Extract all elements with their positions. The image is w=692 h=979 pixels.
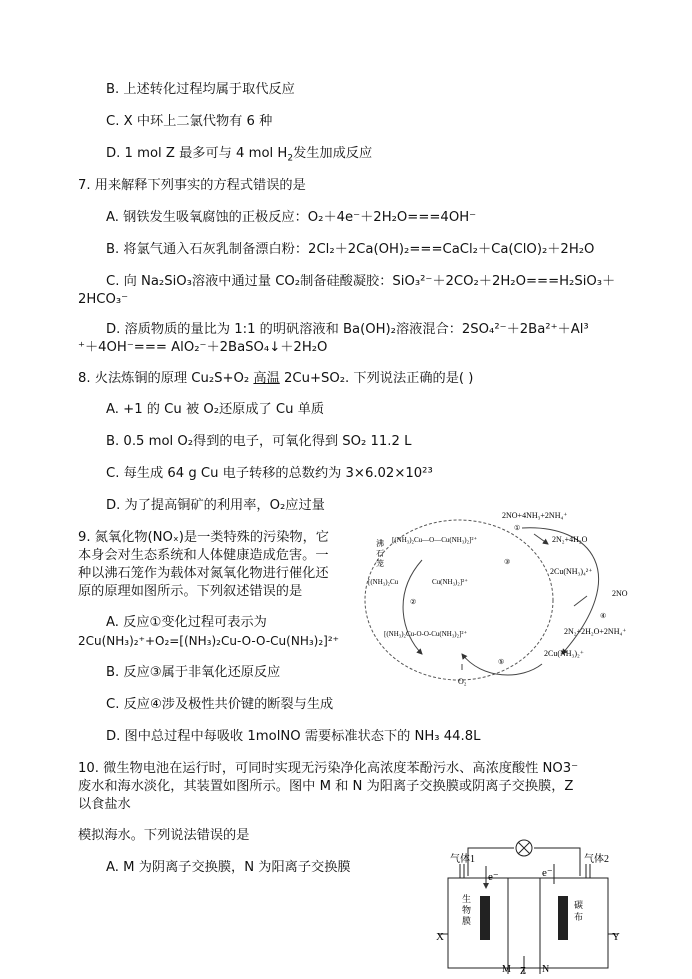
q9-stem-line2: 本身会对生态系统和人体健康造成危害。一	[78, 548, 329, 563]
fig-step-3: ③	[504, 558, 511, 566]
label-m: M	[502, 964, 511, 975]
fig-label-cage-1: 沸	[376, 539, 384, 548]
q10-stem-line3: 以食盐水	[78, 797, 131, 812]
q10-stem-line2: 废水和海水淡化，其装置如图所示。图中 M 和 N 为阳离子交换膜或阴离子交换膜，Z	[78, 779, 574, 794]
q9-stem-line3: 种以沸石笼作为载体对氮氧化物进行催化还	[78, 566, 329, 581]
fig-left-complex: [(NH₃)₂Cu	[368, 578, 399, 586]
q9-stem-line4: 原的原理如图所示。下列叙述错误的是	[78, 584, 303, 599]
q10-option-a: A. M 为阴离子交换膜，N 为阳离子交换膜	[106, 860, 351, 875]
fig-step-4: ④	[600, 612, 607, 620]
q8-option-a: A. +1 的 Cu 被 O₂还原成了 Cu 单质	[106, 402, 325, 417]
fig-label-no: 2NO	[612, 589, 628, 598]
cycle-arc-left	[403, 560, 422, 654]
label-y: Y	[612, 931, 620, 943]
fig-label-cu-nh3-2: 2Cu(NH₃)₂⁺	[544, 649, 585, 658]
q7-option-c-line2: 2HCO₃⁻	[78, 292, 129, 307]
bio-electrode	[480, 896, 490, 940]
q9-option-a-line1: A. 反应①变化过程可表示为	[106, 615, 267, 630]
q10-stem-line4: 模拟海水。下列说法错误的是	[78, 828, 250, 843]
microbial-cell-diagram	[436, 836, 622, 976]
fig-step-1: ①	[514, 524, 521, 532]
fig-label-o2: O₂	[458, 677, 467, 686]
cell-container	[448, 878, 608, 968]
label-x: X	[436, 931, 444, 943]
q9-option-a-line2: 2Cu(NH₃)₂⁺+O₂=[(NH₃)₂Cu-O-O-Cu(NH₃)₂]²⁺	[78, 634, 339, 648]
carbon-electrode	[558, 896, 568, 940]
label-bio-3: 膜	[462, 916, 472, 926]
reaction-condition: 高温	[253, 371, 280, 386]
label-carbon-1: 碳	[574, 900, 584, 910]
label-n: N	[542, 964, 550, 975]
fig-label-cage-2: 石	[376, 549, 384, 558]
q7-option-b: B. 将氯气通入石灰乳制备漂白粉：2Cl₂＋2Ca(OH)₂===CaCl₂＋Ca(ClO)₂＋2H₂O	[106, 242, 595, 257]
fig-label-reactants: 2NO+4NH₃+2NH₄⁺	[502, 511, 568, 520]
fig-peroxo-bottom: [(NH₃)₂Cu-O-O-Cu(NH₃)₂]²⁺	[384, 630, 468, 638]
fig-label-cage-3: 笼	[376, 559, 384, 568]
q9-option-d: D. 图中总过程中每吸收 1molNO 需要标准状态下的 NH₃ 44.8L	[106, 729, 481, 744]
label-bio-2: 物	[462, 905, 472, 915]
q9-stem-line1: 9. 氮氧化物(NOₓ)是一类特殊的污染物，它	[78, 530, 329, 545]
q6-option-b: B. 上述转化过程均属于取代反应	[106, 82, 295, 97]
q7-option-d-line1: D. 溶质物质的量比为 1:1 的明矾溶液和 Ba(OH)₂溶液混合：2SO₄²⁻＋2Ba²⁺＋Al³	[106, 322, 589, 337]
label-gas-2: 气体2	[584, 854, 609, 865]
label-bio-1: 生	[462, 894, 472, 904]
q7-stem: 7. 用来解释下列事实的方程式错误的是	[78, 178, 306, 193]
q10-stem-line1: 10. 微生物电池在运行时，可同时实现无污染净化高浓度苯酚污水、高浓度酸性 NO3⁻	[78, 761, 579, 776]
zeolite-cage-outline	[365, 520, 553, 680]
q8-option-d: D. 为了提高铜矿的利用率，O₂应过量	[106, 498, 325, 513]
fig-step-2: ②	[410, 598, 417, 606]
q8-stem: 8. 火法炼铜的原理 Cu₂S+O₂ 高温 2Cu+SO₂. 下列说法正确的是( )	[78, 371, 474, 386]
label-electron-right: e⁻	[542, 867, 553, 879]
q9-option-c: C. 反应④涉及极性共价键的断裂与生成	[106, 697, 334, 712]
arrow-from-no	[574, 596, 587, 606]
q9-option-b: B. 反应③属于非氧化还原反应	[106, 665, 281, 680]
fig-left-complex-2: Cu(NH₃)₂]²⁺	[432, 578, 468, 586]
q6-option-c: C. X 中环上二氯代物有 6 种	[106, 114, 273, 129]
fig-step-5: ⑤	[498, 658, 505, 666]
q7-option-d-line2: ⁺＋4OH⁻=== AlO₂⁻＋2BaSO₄↓＋2H₂O	[78, 340, 328, 355]
label-z: Z	[520, 966, 527, 976]
label-carbon-2: 布	[574, 912, 584, 922]
arrow-to-n2	[534, 534, 548, 544]
fig-label-products: 2N₂+2H₂O+2NH₄⁺	[564, 627, 627, 636]
q8-option-c: C. 每生成 64 g Cu 电子转移的总数约为 3×6.02×10²³	[106, 466, 433, 481]
q6-option-d: D. 1 mol Z 最多可与 4 mol $H_2$发生加成反应	[106, 146, 373, 164]
q8-option-b: B. 0.5 mol O₂得到的电子，可氧化得到 SO₂ 11.2 L	[106, 434, 412, 449]
fig-label-cu-nh3-4: 2Cu(NH₃)₄²⁺	[550, 567, 593, 576]
fig-label-n2-h2o: 2N₂+4H₂O	[552, 535, 588, 544]
fig-peroxo-top: [(NH₃)₂Cu—O—Cu(NH₃)₂]²⁺	[392, 536, 478, 544]
label-gas-1: 气体1	[450, 854, 475, 865]
label-electron-left: e⁻	[488, 871, 499, 883]
q7-option-a: A. 钢铁发生吸氧腐蚀的正极反应：O₂＋4e⁻＋2H₂O===4OH⁻	[106, 210, 477, 225]
zeolite-catalysis-diagram	[362, 504, 672, 690]
q7-option-c-line1: C. 向 Na₂SiO₃溶液中通过量 CO₂制备硅酸凝胶：SiO₃²⁻＋2CO₂＋2H₂O===H₂SiO₃＋	[106, 274, 616, 289]
